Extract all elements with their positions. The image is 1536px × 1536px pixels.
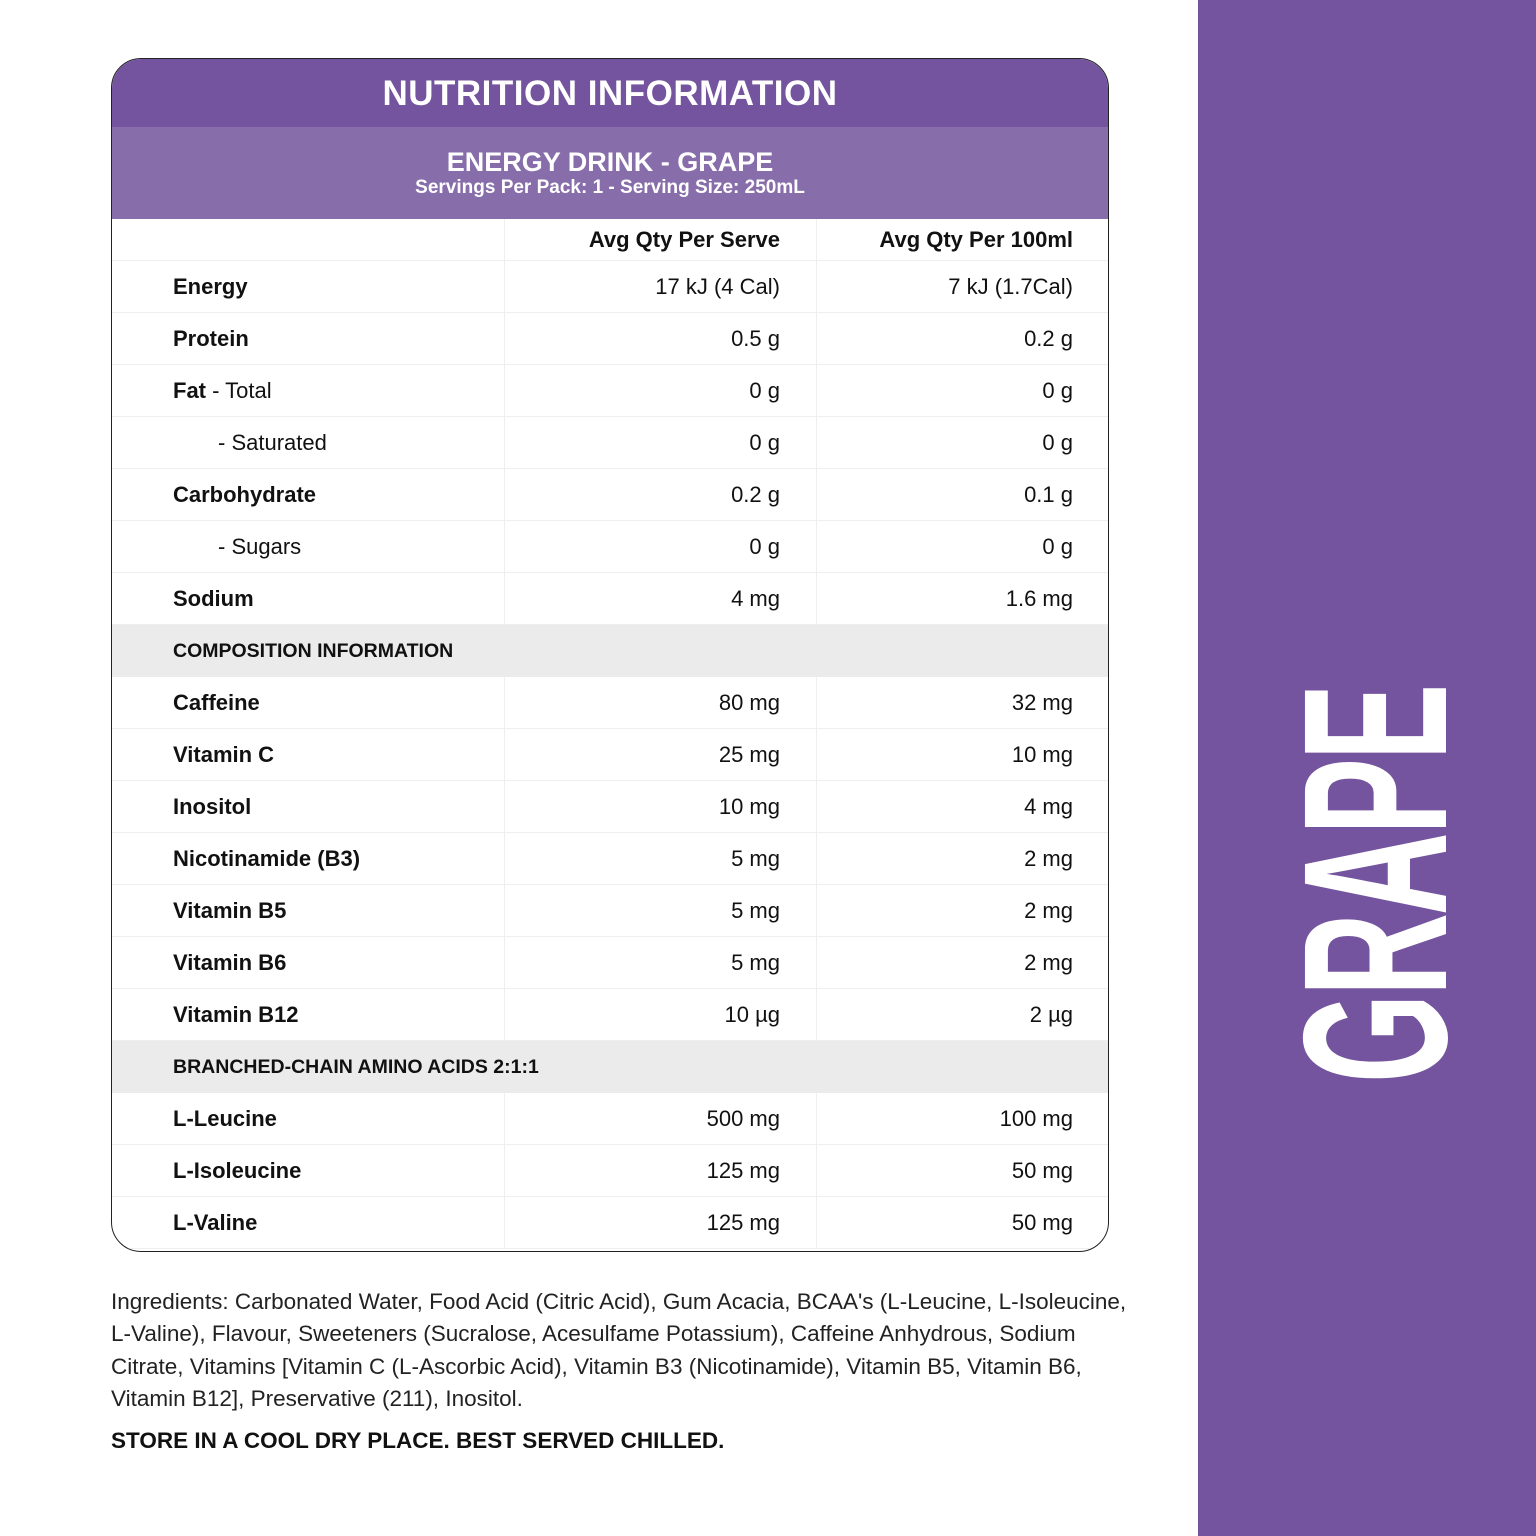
ingredients-text: Ingredients: Carbonated Water, Food Acid (Citric Acid), Gum Acacia, BCAA's (L-Leucine, L-Isoleucine, L-Valine), Flavour, Sweeteners (Sucralose, Acesulfame Potassium), Caffeine Anhydrous, Sodium Citrate, Vitamins [Vitamin C (L-Ascorbic Acid), Vitamin B3 (Nicotinamide), Vitamin B5, Vitamin B6, Vitamin B12], Preservative (211), Inositol. <box>111 1289 1127 1411</box>
per-100ml-value: 0.2 g <box>816 313 1108 364</box>
per-serve-value: 125 mg <box>504 1145 816 1196</box>
table-row <box>112 469 1108 521</box>
table-row <box>112 365 1108 417</box>
per-serve-value: 5 mg <box>504 833 816 884</box>
nutrition-panel <box>111 58 1109 1252</box>
table-row <box>112 729 1108 781</box>
table-row <box>112 521 1108 573</box>
table-row <box>112 417 1108 469</box>
per-100ml-value: 0 g <box>816 365 1108 416</box>
per-serve-value: 0.5 g <box>504 313 816 364</box>
per-serve-value: 0 g <box>504 521 816 572</box>
storage-instructions: STORE IN A COOL DRY PLACE. BEST SERVED CHILLED. <box>111 1428 725 1453</box>
table-row <box>112 937 1108 989</box>
row-label: - Saturated <box>218 429 327 455</box>
per-100ml-value: 0.1 g <box>816 469 1108 520</box>
column-headers <box>112 219 1108 261</box>
per-serve-value: 5 mg <box>504 885 816 936</box>
row-label: Nicotinamide (B3) <box>173 845 361 871</box>
per-serve-value: 500 mg <box>504 1093 816 1144</box>
row-label: Sodium <box>173 585 254 611</box>
per-serve-value: 80 mg <box>504 677 816 728</box>
row-label: L-Valine <box>173 1209 258 1235</box>
row-label: L-Leucine <box>173 1105 277 1131</box>
row-label: Fat - Total <box>173 377 272 403</box>
table-row <box>112 1093 1108 1145</box>
serving-info: Servings Per Pack: 1 - Serving Size: 250mL <box>415 177 805 198</box>
per-100ml-value: 2 mg <box>816 833 1108 884</box>
table-row <box>112 677 1108 729</box>
per-serve-value: 17 kJ (4 Cal) <box>504 261 816 312</box>
per-100ml-value: 2 mg <box>816 885 1108 936</box>
row-label: Carbohydrate <box>173 481 317 507</box>
per-100ml-value: 2 µg <box>816 989 1108 1040</box>
per-serve-value: 10 µg <box>504 989 816 1040</box>
row-label: Vitamin B5 <box>173 897 287 923</box>
table-row <box>112 313 1108 365</box>
row-label: Vitamin B12 <box>173 1001 299 1027</box>
per-100ml-value: 50 mg <box>816 1197 1108 1248</box>
product-name: ENERGY DRINK - GRAPE <box>446 147 774 177</box>
table-row <box>112 833 1108 885</box>
row-label: Vitamin C <box>173 741 275 767</box>
per-serve-value: 25 mg <box>504 729 816 780</box>
per-serve-value: 125 mg <box>504 1197 816 1248</box>
per-100ml-value: 2 mg <box>816 937 1108 988</box>
per-100ml-value: 100 mg <box>816 1093 1108 1144</box>
composition-section-header: COMPOSITION INFORMATION <box>112 625 1108 677</box>
flavour-label: GRAPE <box>1261 686 1490 1084</box>
per-serve-value: 0.2 g <box>504 469 816 520</box>
per-serve-value: 4 mg <box>504 573 816 624</box>
per-100ml-value: 32 mg <box>816 677 1108 728</box>
table-row <box>112 1145 1108 1197</box>
table-row <box>112 781 1108 833</box>
product-header <box>112 127 1108 219</box>
row-label: Energy <box>173 273 248 299</box>
row-label: Caffeine <box>173 689 260 715</box>
panel-title: NUTRITION INFORMATION <box>112 59 1108 127</box>
per-100ml-value: 10 mg <box>816 729 1108 780</box>
per-serve-value: 0 g <box>504 417 816 468</box>
table-row <box>112 573 1108 625</box>
per-100ml-value: 0 g <box>816 521 1108 572</box>
per-100ml-value: 7 kJ (1.7Cal) <box>816 261 1108 312</box>
per-100ml-value: 0 g <box>816 417 1108 468</box>
table-row <box>112 1197 1108 1249</box>
per-serve-value: 0 g <box>504 365 816 416</box>
row-label: - Sugars <box>218 533 302 559</box>
per-100ml-value: 50 mg <box>816 1145 1108 1196</box>
header-per-serve: Avg Qty Per Serve <box>504 219 816 260</box>
row-label: Inositol <box>173 793 252 819</box>
table-row <box>112 989 1108 1041</box>
table-row <box>112 261 1108 313</box>
row-label: L-Isoleucine <box>173 1157 302 1183</box>
row-label: Protein <box>173 325 249 351</box>
table-row <box>112 885 1108 937</box>
bcaa-section-header: BRANCHED-CHAIN AMINO ACIDS 2:1:1 <box>112 1041 1108 1093</box>
per-serve-value: 5 mg <box>504 937 816 988</box>
per-serve-value: 10 mg <box>504 781 816 832</box>
per-100ml-value: 4 mg <box>816 781 1108 832</box>
row-label: Vitamin B6 <box>173 949 287 975</box>
header-per-100ml: Avg Qty Per 100ml <box>816 219 1108 260</box>
per-100ml-value: 1.6 mg <box>816 573 1108 624</box>
